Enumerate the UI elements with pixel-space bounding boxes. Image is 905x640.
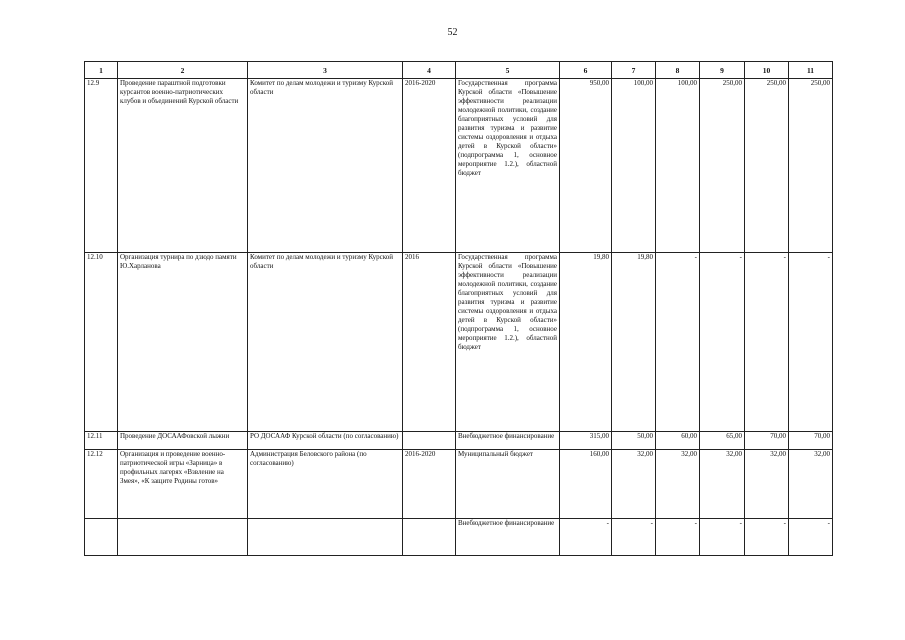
funding-source: Внебюджетное финансирование <box>456 519 560 556</box>
period: 2016-2020 <box>403 450 456 519</box>
total-amount: 160,00 <box>560 450 612 519</box>
executor: Комитет по делам молодежи и туризму Курской области <box>248 253 403 432</box>
amount-2017: - <box>656 253 700 432</box>
amount-2018: 32,00 <box>700 450 745 519</box>
period <box>403 432 456 450</box>
amount-2016: - <box>612 519 656 556</box>
total-amount: 19,80 <box>560 253 612 432</box>
header-cell: 9 <box>700 62 745 79</box>
executor: Администрация Беловского района (по согласованию) <box>248 450 403 519</box>
header-row <box>85 62 833 79</box>
row-number: 12.9 <box>85 79 118 253</box>
row-number: 12.11 <box>85 432 118 450</box>
header-cell: 10 <box>745 62 789 79</box>
event-name <box>118 519 248 556</box>
program-table <box>84 61 833 556</box>
amount-2017: 60,00 <box>656 432 700 450</box>
table-row <box>85 253 833 432</box>
amount-2018: 65,00 <box>700 432 745 450</box>
amount-2018: - <box>700 253 745 432</box>
event-name: Проведение параштной подготовки курсантов военно-патриотических клубов и объединений Курской области <box>118 79 248 253</box>
header-cell: 5 <box>456 62 560 79</box>
event-name: Проведение ДОСААФовской лыжни <box>118 432 248 450</box>
row-number <box>85 519 118 556</box>
table-row <box>85 79 833 253</box>
amount-2019: 70,00 <box>745 432 789 450</box>
executor <box>248 519 403 556</box>
amount-2019: - <box>745 519 789 556</box>
amount-2016: 19,80 <box>612 253 656 432</box>
amount-2018: - <box>700 519 745 556</box>
header-cell: 8 <box>656 62 700 79</box>
amount-2017: - <box>656 519 700 556</box>
period: 2016 <box>403 253 456 432</box>
table-row <box>85 519 833 556</box>
header-cell: 2 <box>118 62 248 79</box>
amount-2019: 32,00 <box>745 450 789 519</box>
page-number: 52 <box>447 27 458 38</box>
amount-2019: - <box>745 253 789 432</box>
period: 2016-2020 <box>403 79 456 253</box>
amount-2016: 100,00 <box>612 79 656 253</box>
amount-2020: - <box>789 253 833 432</box>
funding-source: Внебюджетное финансирование <box>456 432 560 450</box>
amount-2020: - <box>789 519 833 556</box>
amount-2020: 250,00 <box>789 79 833 253</box>
event-name: Организация и проведение военно-патриотической игры «Зарница» в профильных лагерях «Взвление на Змея», «К защите Родины готов» <box>118 450 248 519</box>
total-amount: 950,00 <box>560 79 612 253</box>
amount-2017: 32,00 <box>656 450 700 519</box>
amount-2019: 250,00 <box>745 79 789 253</box>
amount-2016: 50,00 <box>612 432 656 450</box>
amount-2020: 32,00 <box>789 450 833 519</box>
row-number: 12.10 <box>85 253 118 432</box>
header-cell: 6 <box>560 62 612 79</box>
total-amount: - <box>560 519 612 556</box>
header-cell: 4 <box>403 62 456 79</box>
funding-source: Государственная программа Курской области «Повышение эффективности реализации молодежной политики, создание благоприятных условий для развития туризма и развитие системы оздоровления и отдыха детей в Курской области» (подпрограмма 1, основное мероприятие 1.2.), областной бюджет <box>456 253 560 432</box>
period <box>403 519 456 556</box>
amount-2016: 32,00 <box>612 450 656 519</box>
executor: РО ДОСААФ Курской области (по согласованию) <box>248 432 403 450</box>
table-row <box>85 432 833 450</box>
table-row <box>85 450 833 519</box>
header-cell: 11 <box>789 62 833 79</box>
header-cell: 3 <box>248 62 403 79</box>
amount-2017: 100,00 <box>656 79 700 253</box>
row-number: 12.12 <box>85 450 118 519</box>
funding-source: Государственная программа Курской области «Повышение эффективности реализации молодежной политики, создание благоприятных условий для развития туризма и развитие системы оздоровления и отдыха детей в Курской области» (подпрограмма 1, основное мероприятие 1.2.), областной бюджет <box>456 79 560 253</box>
amount-2018: 250,00 <box>700 79 745 253</box>
funding-source: Муниципальный бюджет <box>456 450 560 519</box>
header-cell: 7 <box>612 62 656 79</box>
total-amount: 315,00 <box>560 432 612 450</box>
amount-2020: 70,00 <box>789 432 833 450</box>
header-cell: 1 <box>85 62 118 79</box>
event-name: Организация турнира по дзюдо памяти Ю.Харланова <box>118 253 248 432</box>
executor: Комитет по делам молодежи и туризму Курской области <box>248 79 403 253</box>
